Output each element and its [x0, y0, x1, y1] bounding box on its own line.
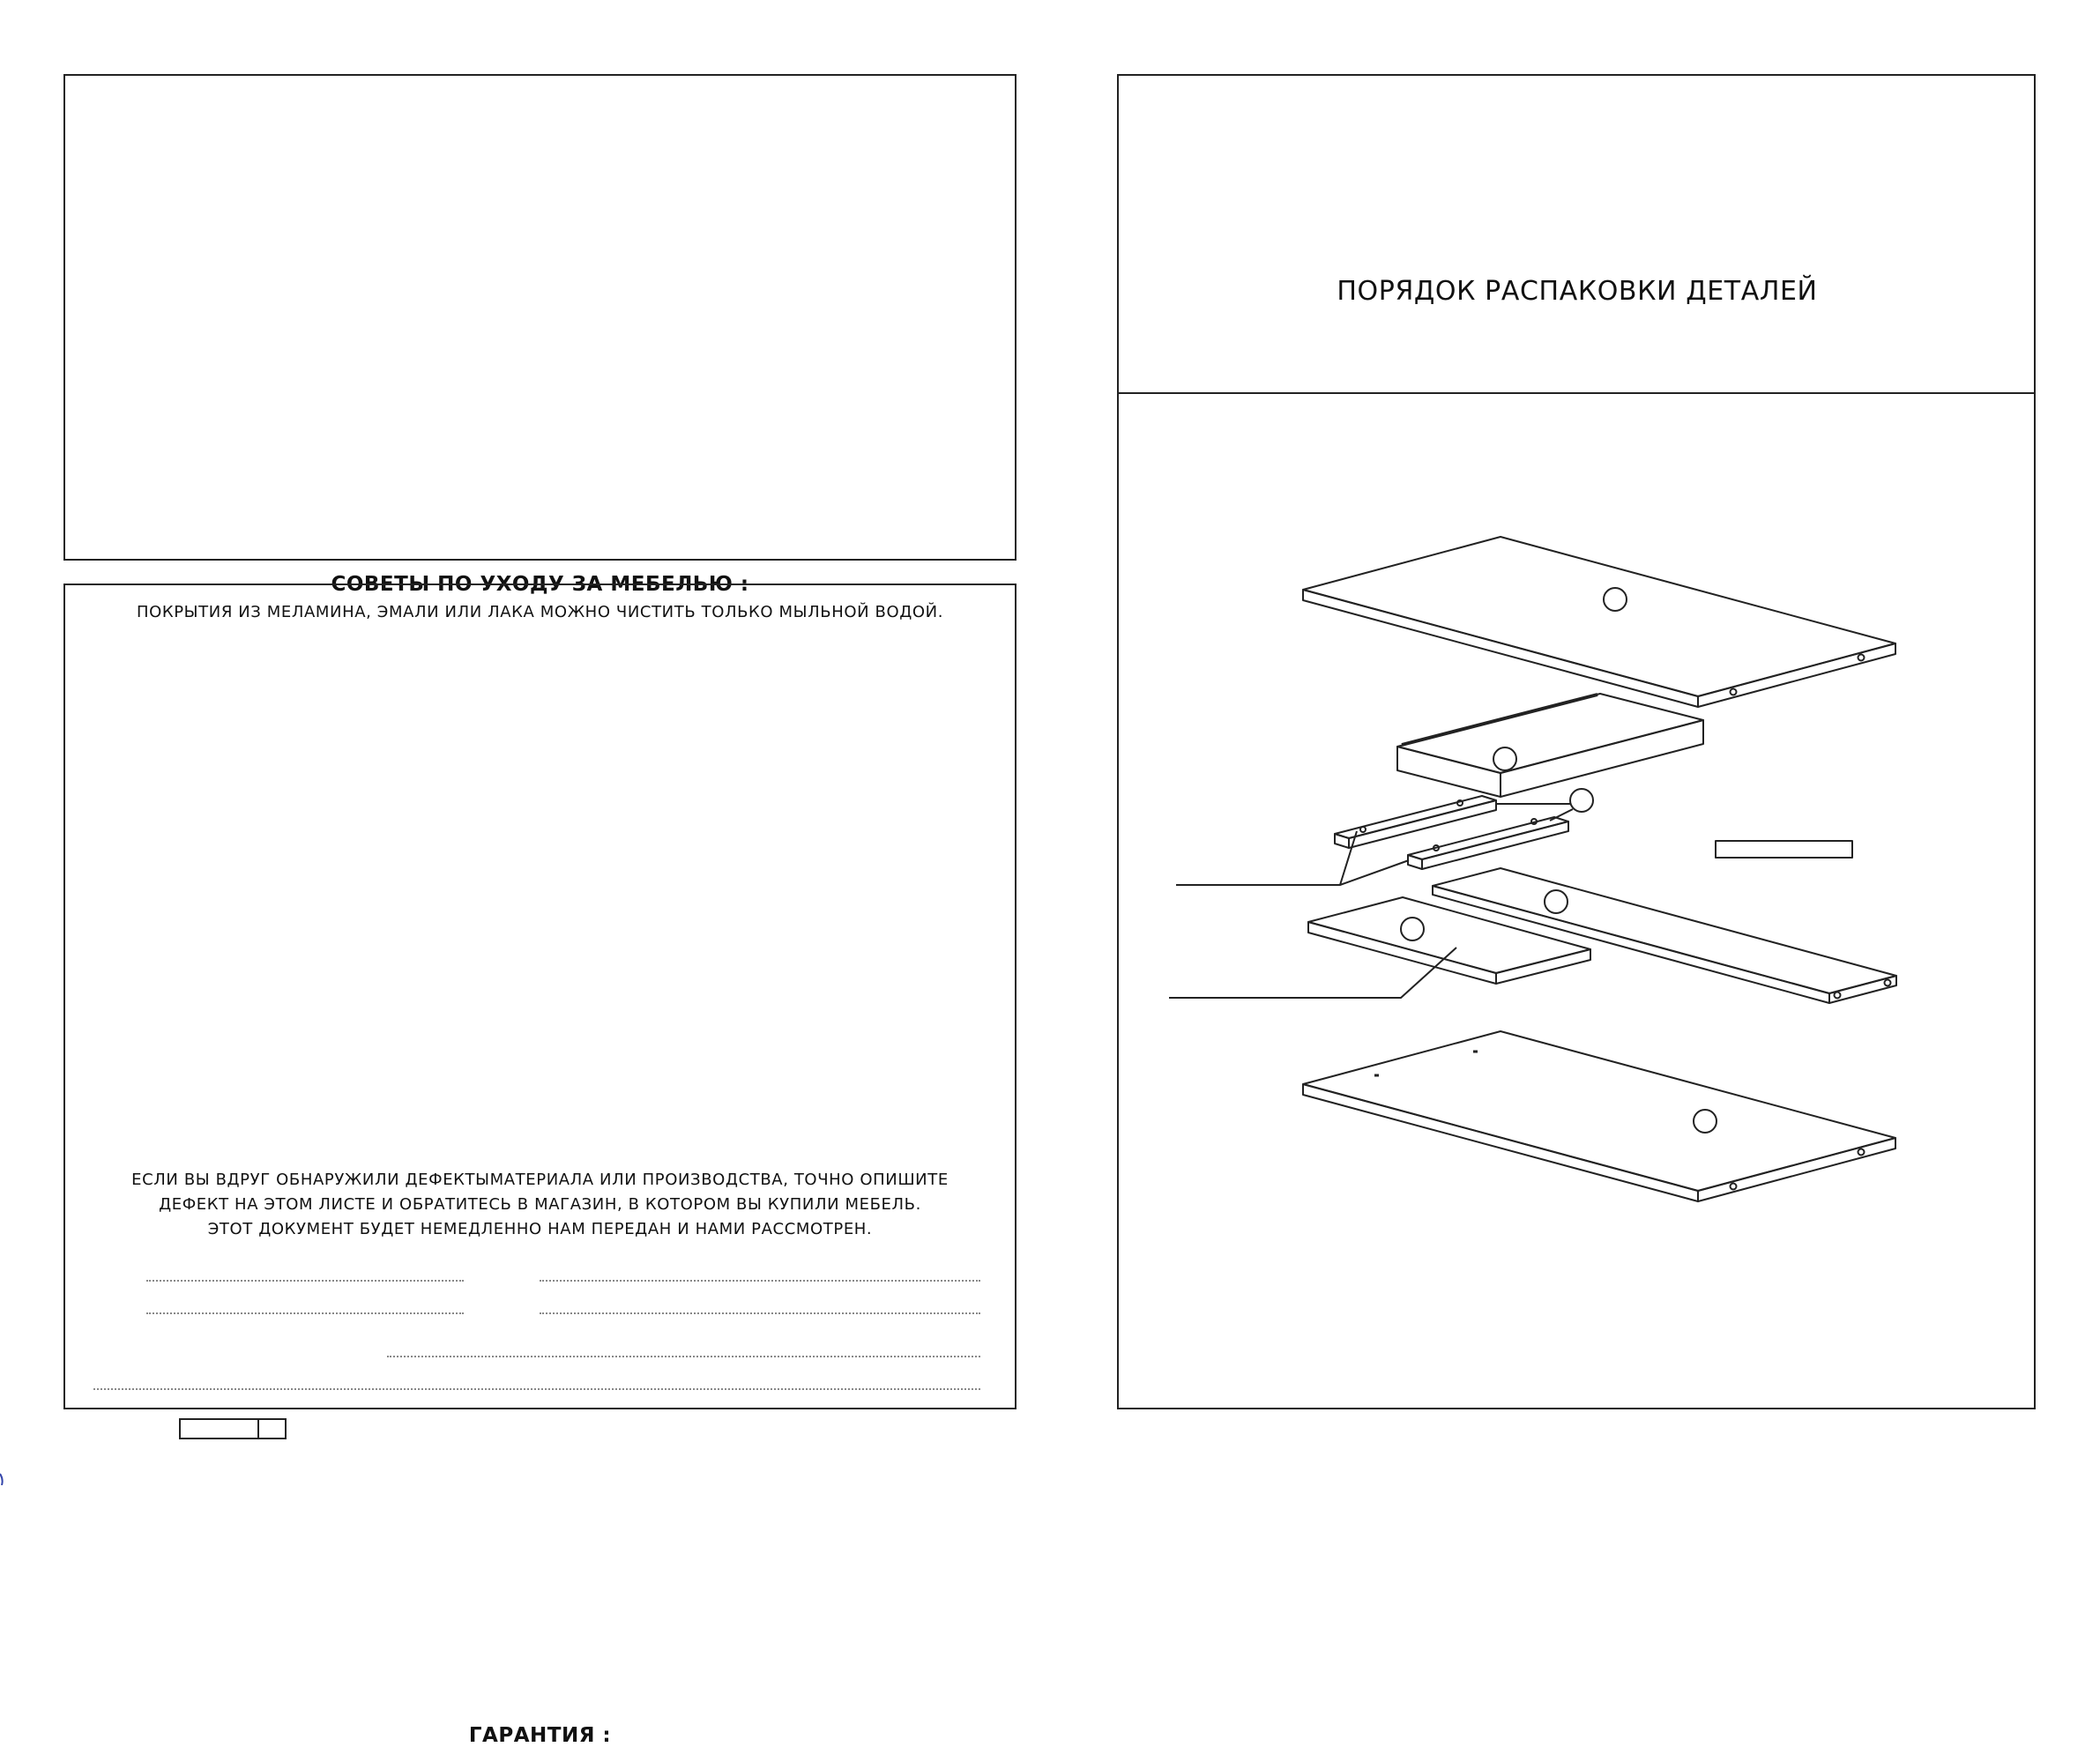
care-advice-title: СОВЕТЫ ПО УХОДУ ЗА МЕБЕЛЬЮ :	[331, 573, 749, 596]
unpacking-title: ПОРЯДОК РАСПАКОВКИ ДЕТАЛЕЙ	[1337, 276, 1818, 307]
warranty-title: ГАРАНТИЯ :	[468, 1724, 612, 1747]
warranty-text-line-3: ЭТОТ ДОКУМЕНТ БУДЕТ НЕМЕДЛЕННО НАМ ПЕРЕДАН И НАМИ РАССМОТРЕН.	[207, 1220, 873, 1238]
warranty-text-line-2: ДЕФЕКТ НА ЭТОМ ЛИСТЕ И ОБРАТИТЕСЬ В МАГАЗИН, В КОТОРОМ ВЫ КУПИЛИ МЕБЕЛЬ.	[159, 1195, 921, 1214]
care-advice-text: ПОКРЫТИЯ ИЗ МЕЛАМИНА, ЭМАЛИ ИЛИ ЛАКА МОЖНО ЧИСТИТЬ ТОЛЬКО МЫЛЬНОЙ ВОДОЙ.	[136, 603, 944, 621]
warranty-text-line-1: ЕСЛИ ВЫ ВДРУГ ОБНАРУЖИЛИ ДЕФЕКТЫМАТЕРИАЛА ИЛИ ПРОИЗВОДСТВА, ТОЧНО ОПИШИТЕ	[131, 1171, 949, 1189]
